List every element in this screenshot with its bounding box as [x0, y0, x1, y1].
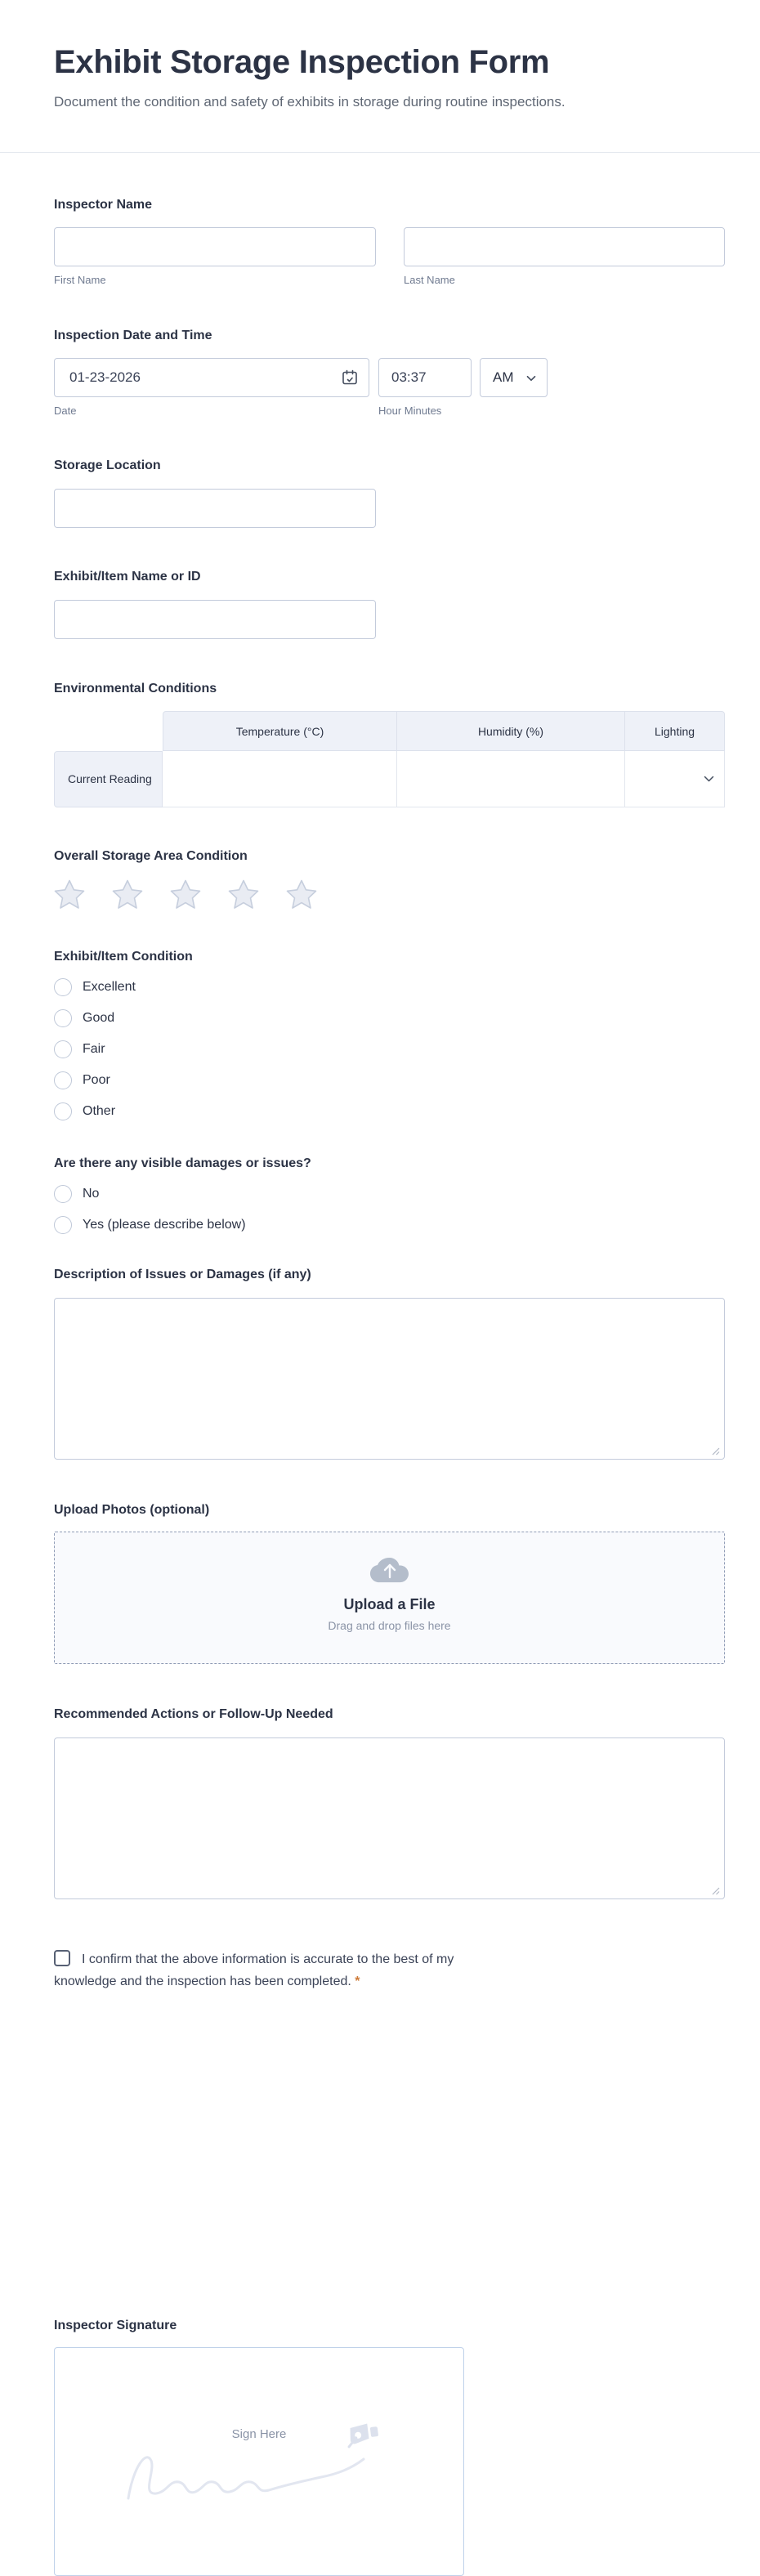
- star-icon[interactable]: [112, 879, 143, 909]
- overall-condition-label: Overall Storage Area Condition: [54, 849, 248, 863]
- radio-option-fair[interactable]: [54, 1040, 725, 1058]
- radio-label: Good: [83, 1011, 115, 1025]
- environment-label: Environmental Conditions: [54, 682, 217, 695]
- storage-location-input[interactable]: [54, 489, 376, 528]
- signature-label: Inspector Signature: [54, 2319, 177, 2332]
- radio-option-excellent[interactable]: [54, 978, 725, 996]
- environment-table: [54, 711, 725, 807]
- radio-button[interactable]: [54, 978, 72, 996]
- field-visible-damages: [54, 1156, 725, 1234]
- radio-option-no[interactable]: [54, 1185, 725, 1203]
- radio-button[interactable]: [54, 1185, 72, 1203]
- form-body: [0, 197, 760, 2576]
- storage-location-label: Storage Location: [54, 458, 161, 472]
- actions-label: Recommended Actions or Follow-Up Needed: [54, 1707, 333, 1721]
- exhibit-id-label: Exhibit/Item Name or ID: [54, 570, 201, 584]
- humidity-cell-input[interactable]: [397, 751, 625, 807]
- resize-handle-icon[interactable]: [710, 1885, 720, 1894]
- am-pm-value: AM: [493, 369, 514, 385]
- field-upload-photos: [54, 1502, 725, 1664]
- radio-button[interactable]: [54, 1009, 72, 1027]
- first-name-input[interactable]: [54, 227, 376, 266]
- star-icon[interactable]: [54, 879, 85, 909]
- last-name-sublabel: Last Name: [404, 274, 455, 286]
- field-environmental-conditions: [54, 681, 725, 807]
- temperature-cell-input[interactable]: [163, 751, 397, 807]
- confirmation-text-line2: knowledge and the inspection has been completed.: [54, 1974, 351, 1988]
- radio-option-good[interactable]: [54, 1009, 725, 1027]
- resize-handle-icon[interactable]: [710, 1445, 720, 1455]
- field-confirmation: [54, 1948, 634, 1992]
- damages-label: Are there any visible damages or issues?: [54, 1156, 311, 1170]
- required-asterisk: *: [355, 1974, 360, 1988]
- upload-label: Upload Photos (optional): [54, 1503, 210, 1517]
- star-icon[interactable]: [170, 879, 201, 909]
- lighting-cell-select[interactable]: [625, 751, 725, 807]
- chevron-down-icon: [704, 771, 714, 786]
- field-inspector-signature: [54, 2318, 725, 2576]
- radio-label: Poor: [83, 1073, 110, 1087]
- table-corner-cell: [54, 711, 163, 751]
- radio-option-poor[interactable]: [54, 1071, 725, 1089]
- am-pm-select[interactable]: [480, 358, 548, 397]
- chevron-down-icon: [526, 369, 536, 386]
- item-condition-label: Exhibit/Item Condition: [54, 950, 193, 964]
- last-name-input[interactable]: [404, 227, 725, 266]
- radio-button[interactable]: [54, 1102, 72, 1120]
- date-input[interactable]: [54, 358, 369, 397]
- description-textarea[interactable]: [54, 1298, 725, 1460]
- exhibit-id-input[interactable]: [54, 600, 376, 639]
- date-sublabel: Date: [54, 405, 77, 417]
- radio-label: Other: [83, 1104, 116, 1118]
- star-icon[interactable]: [228, 879, 259, 909]
- radio-button[interactable]: [54, 1216, 72, 1234]
- time-input[interactable]: [378, 358, 472, 397]
- column-header-humidity: Humidity (%): [397, 711, 625, 751]
- radio-option-other[interactable]: [54, 1102, 725, 1120]
- field-storage-location: [54, 458, 725, 528]
- time-sublabel: Hour Minutes: [378, 405, 442, 417]
- field-overall-condition: [54, 848, 725, 909]
- page-title: Exhibit Storage Inspection Form: [54, 44, 550, 80]
- first-name-sublabel: First Name: [54, 274, 106, 286]
- cloud-upload-icon: [369, 1557, 410, 1585]
- radio-option-yes[interactable]: [54, 1216, 725, 1234]
- calendar-icon[interactable]: [341, 369, 359, 387]
- upload-hint-text: Drag and drop files here: [328, 1619, 451, 1632]
- confirmation-checkbox[interactable]: [54, 1950, 70, 1966]
- radio-label: No: [83, 1187, 100, 1201]
- radio-label: Excellent: [83, 980, 136, 994]
- actions-textarea[interactable]: [54, 1737, 725, 1899]
- header-divider: [0, 152, 760, 153]
- field-item-condition: [54, 949, 725, 1120]
- star-rating: [54, 879, 725, 909]
- inspector-name-label: Inspector Name: [54, 198, 153, 212]
- confirmation-text-line1: I confirm that the above information is accurate to the best of my: [82, 1952, 454, 1966]
- page-subtitle: Document the condition and safety of exhibits in storage during routine inspections.: [54, 94, 566, 110]
- datetime-label: Inspection Date and Time: [54, 329, 212, 342]
- field-exhibit-id: [54, 569, 725, 639]
- description-label: Description of Issues or Damages (if any): [54, 1268, 311, 1281]
- sign-here-placeholder: Sign Here: [231, 2427, 287, 2441]
- radio-button[interactable]: [54, 1071, 72, 1089]
- radio-button[interactable]: [54, 1040, 72, 1058]
- signature-pad[interactable]: [54, 2347, 464, 2576]
- row-header-current-reading: Current Reading: [54, 751, 163, 807]
- radio-label: Fair: [83, 1042, 105, 1056]
- upload-button-text: Upload a File: [343, 1596, 436, 1612]
- field-inspection-datetime: [54, 328, 725, 418]
- star-icon[interactable]: [286, 879, 317, 909]
- file-dropzone[interactable]: [54, 1532, 725, 1664]
- form-header: [0, 0, 760, 111]
- column-header-lighting: Lighting: [625, 711, 725, 751]
- field-inspector-name: [54, 197, 725, 287]
- field-description: [54, 1267, 725, 1460]
- field-recommended-actions: [54, 1706, 725, 1899]
- column-header-temperature: Temperature (°C): [163, 711, 397, 751]
- radio-label: Yes (please describe below): [83, 1218, 246, 1232]
